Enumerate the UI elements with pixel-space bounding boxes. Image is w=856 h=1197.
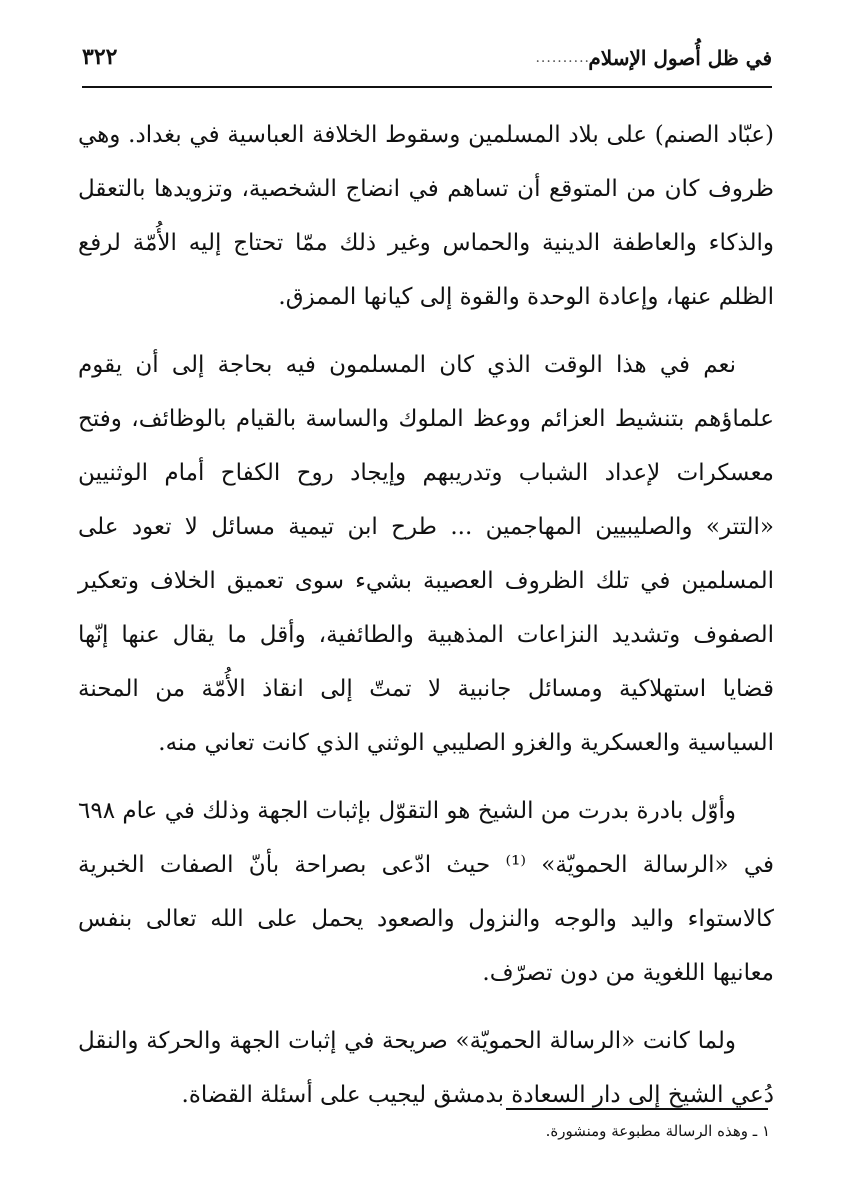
footnote-divider <box>506 1108 768 1110</box>
footnote: ١ ـ وهذه الرسالة مطبوعة ومنشورة. <box>545 1122 770 1140</box>
paragraph: وأوّل بادرة بدرت من الشيخ هو التقوّل بإثبات الجهة وذلك في عام ٦٩٨ في «الرسالة الحمويّة» ⁽¹⁾ حيث ادّعى بصراحة بأنّ الصفات الخبرية كالاستواء واليد والوجه والنزول والصعود يحمل على الله تعالى بنفس معانيها اللغوية من دون تصرّف. <box>78 798 774 986</box>
running-header <box>82 38 772 82</box>
paragraph: نعم في هذا الوقت الذي كان المسلمون فيه بحاجة إلى أن يقوم علماؤهم بتنشيط العزائم ووعظ الملوك والساسة بالقيام بالوظائف، وفتح معسكرات لإعداد الشباب وتدريبهم وإيجاد روح الكفاح أمام الوثنيين «التتر» والصليبيين المهاجمين ... طرح ابن تيمية مسائل لا تعود على المسلمين في تلك الظروف العصيبة بشيء سوى تعميق الخلاف وتعكير الصفوف وتشديد النزاعات المذهبية والطائفية، وأقل ما يقال عنها إنّها قضايا استهلاكية ومسائل جانبية لا تمتّ إلى انقاذ الأُمّة من المحنة السياسية والعسكرية والغزو الصليبي الوثني الذي كانت تعاني منه. <box>78 352 774 756</box>
main-text <box>78 108 774 1136</box>
paragraph: (عبّاد الصنم) على بلاد المسلمين وسقوط الخلافة العباسية في بغداد. وهي ظروف كان من المتوقع أن تساهم في انضاج الشخصية، وتزويدها بالتعقل والذكاء والعاطفة الدينية والحماس وغير ذلك ممّا تحتاج إليه الأُمّة لرفع الظلم عنها، وإعادة الوحدة والقوة إلى كيانها الممزق. <box>78 122 774 310</box>
header-leader-dots: .......... <box>535 50 590 66</box>
page-number: ٣٢٢ <box>82 44 118 70</box>
header-divider <box>82 86 772 88</box>
paragraph: ولما كانت «الرسالة الحمويّة» صريحة في إثبات الجهة والحركة والنقل دُعي الشيخ إلى دار السعادة بدمشق ليجيب على أسئلة القضاة. <box>78 1028 774 1108</box>
book-title: في ظل أُصول الإسلام <box>588 46 772 70</box>
